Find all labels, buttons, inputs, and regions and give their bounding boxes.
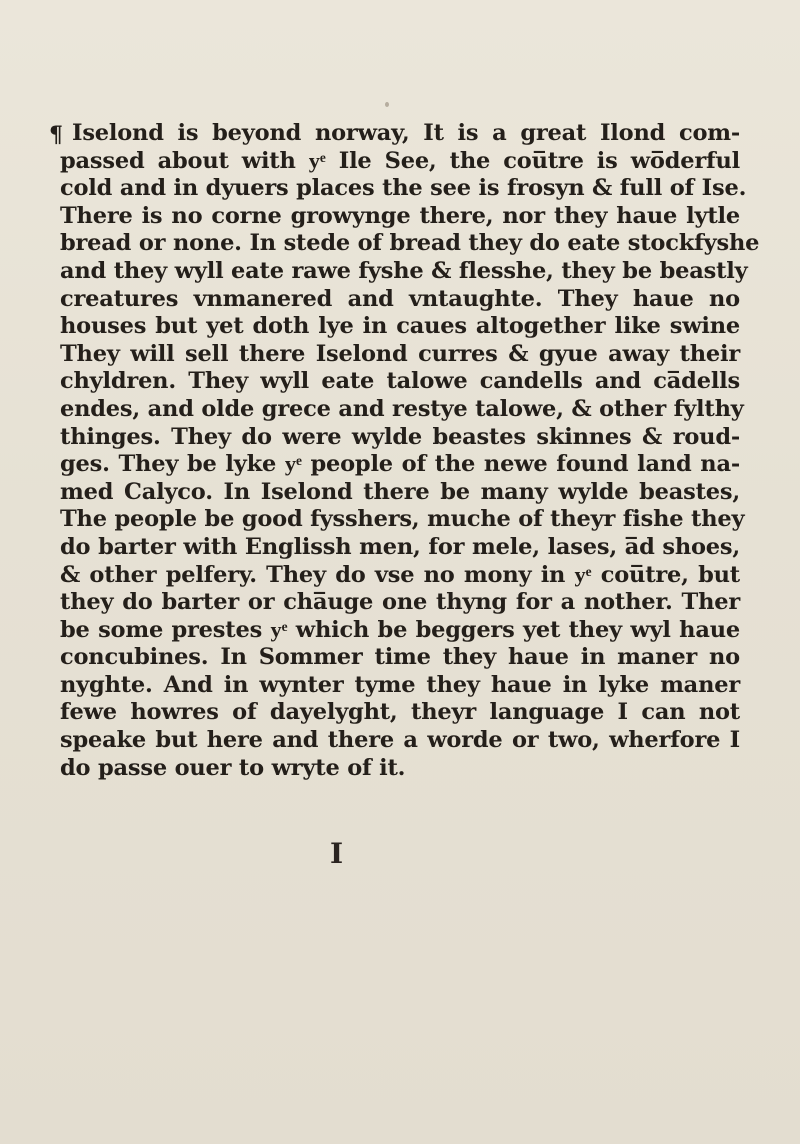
text-line: cold and in dyuers places the see is frosyn & full of Ise. [60, 175, 747, 202]
text-line: speake but here and there a worde or two, wherfore I [60, 727, 740, 754]
text-line: chyldren. They wyll eate talowe candells and ca̅dells [60, 368, 740, 395]
ink-speck [385, 102, 389, 107]
text-line: & other pelfery. They do vse no mony in yͤ cou̅tre, but [60, 561, 740, 588]
text-line: do barter with Englissh men, for mele, lases, a̅d shoes, [60, 533, 740, 560]
text-line: The people be good fysshers, muche of theyr fishe they [60, 506, 745, 533]
text-line: passed about with yͤ Ile See, the cou̅tre is wo̅derful [60, 147, 740, 174]
body-text [60, 120, 760, 782]
text-line: be some prestes yͤ which be beggers yet they wyl haue [60, 616, 740, 643]
text-line: med Calyco. In Iselond there be many wylde beastes, [60, 478, 740, 505]
text-line: concubines. In Sommer time they haue in maner no [60, 644, 740, 671]
text-line: Iselond is beyond norway, It is a great Ilond com- [72, 120, 740, 146]
text-line: thinges. They do were wylde beastes skinnes & roud- [60, 423, 740, 450]
text-line: endes, and olde grece and restye talowe, & other fylthy [60, 395, 744, 422]
text-line: they do barter or cha̅uge one thyng for a nother. Ther [60, 589, 740, 616]
signature-mark: I [330, 837, 344, 870]
text-line: ges. They be lyke yͤ people of the newe found land na- [60, 451, 740, 478]
text-line: They will sell there Iselond curres & gyue away their [60, 340, 740, 367]
text-line: and they wyll eate rawe fyshe & flesshe, they be beastly [60, 257, 748, 284]
text-line: nyghte. And in wynter tyme they haue in lyke maner [60, 671, 740, 698]
text-line: bread or none. In stede of bread they do eate stockfyshe [60, 230, 760, 257]
text-line: houses but yet doth lye in caues altogether like swine [60, 313, 740, 340]
text-line: creatures vnmanered and vntaughte. They haue no [60, 285, 740, 312]
text-line: There is no corne growynge there, nor they haue lytle [60, 202, 740, 229]
text-line: fewe howres of dayelyght, theyr language I can not [60, 699, 740, 726]
text-line: do passe ouer to wryte of it. [60, 754, 406, 781]
paragraph-mark: ¶ [49, 122, 63, 148]
